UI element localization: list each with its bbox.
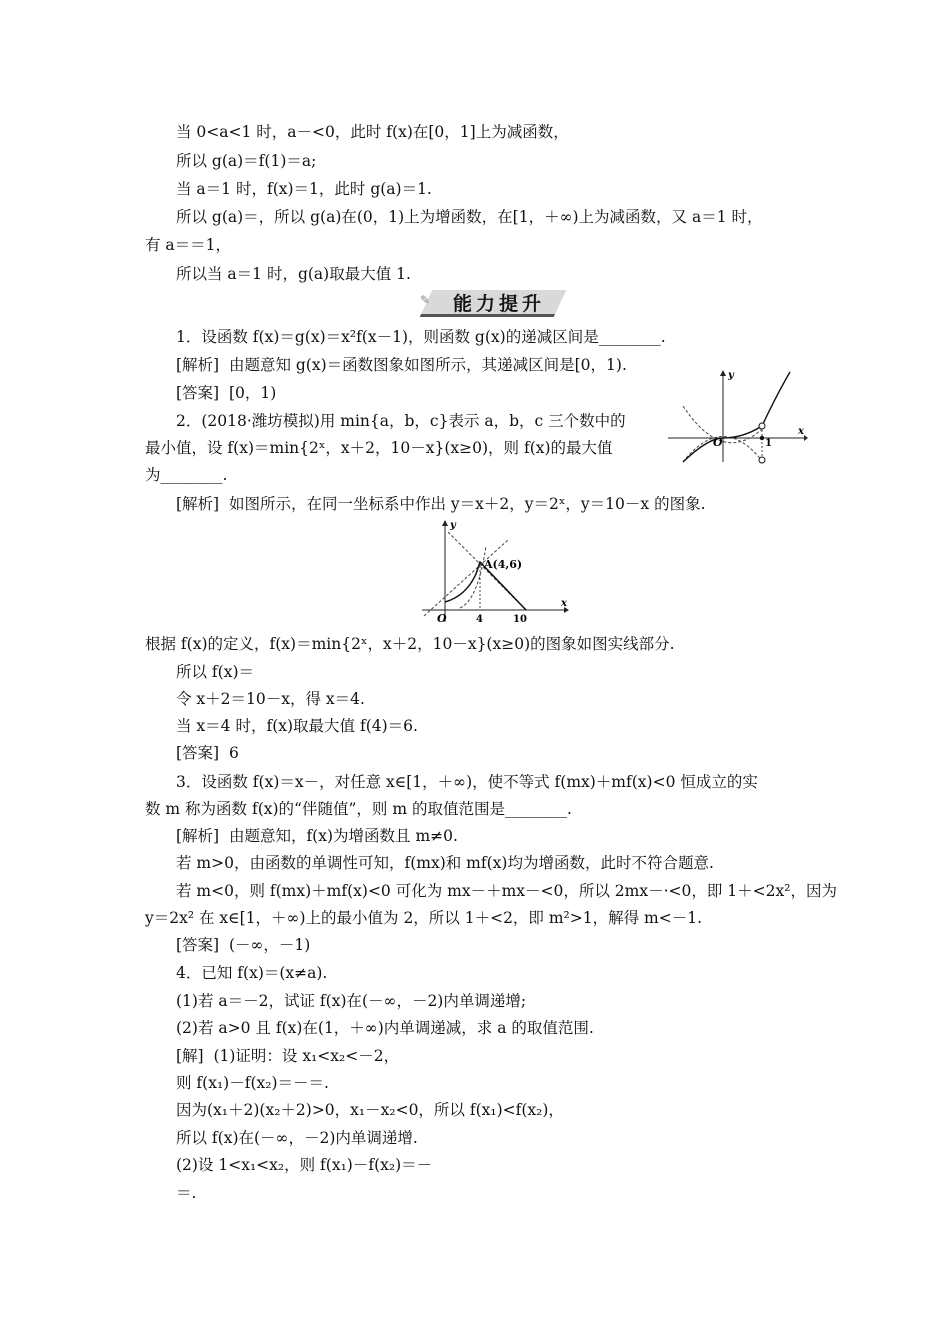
solution-line: (2)设 1<x₁<x₂，则 f(x₁)－f(x₂)＝－	[176, 1156, 433, 1174]
text-line: 所以当 a＝1 时，g(a)取最大值 1.	[176, 265, 411, 283]
problem-question: (2)若 a>0 且 f(x)在(1，＋∞)内单调递减，求 a 的取值范围.	[176, 1019, 594, 1037]
origin-label: O	[437, 612, 447, 625]
text-line: 若 m>0，由函数的单调性可知，f(mx)和 mf(x)均为增函数，此时不符合题意.	[176, 854, 714, 872]
text-line: 令 x＋2＝10－x，得 x＝4.	[176, 690, 365, 708]
problem-answer: [答案] 6	[176, 744, 239, 762]
problem-answer: [答案] [0，1)	[176, 384, 277, 402]
section-banner	[420, 287, 570, 317]
banner-decoration-icon: ✎	[420, 293, 431, 307]
figure-2-graph	[416, 518, 570, 626]
y-axis-label: y	[450, 520, 456, 531]
problem-question: (1)若 a＝－2，试证 f(x)在(－∞，－2)内单调递增;	[176, 992, 527, 1010]
solid-segment	[723, 426, 762, 438]
problem-question: 最小值，设 f(x)＝min{2ˣ，x＋2，10－x}(x≥0)，则 f(x)的最大值	[145, 439, 613, 457]
text-line: 所以 g(a)＝，所以 g(a)在(0，1)上为增函数，在[1，＋∞)上为减函数，又 a＝1 时，	[176, 208, 763, 226]
problem-answer: [答案] (－∞，－1)	[176, 936, 311, 954]
x-axis-label: x	[561, 598, 567, 609]
solution-line: 所以 f(x)在(－∞，－2)内单调递增.	[176, 1129, 418, 1147]
open-point-top	[759, 423, 765, 429]
figure-1-graph	[668, 366, 808, 466]
tick-label-10: 10	[513, 614, 527, 625]
dashed-exponential	[460, 546, 486, 608]
text-line: 有 a＝＝1，	[145, 236, 232, 254]
problem-question: 3．设函数 f(x)＝x－，对任意 x∈[1，＋∞)，使不等式 f(mx)＋mf(x)<0 恒成立的实	[176, 773, 758, 791]
solid-right-branch	[762, 372, 790, 426]
text-line: 根据 f(x)的定义，f(x)＝min{2ˣ，x＋2，10－x}(x≥0)的图象如图实线部分.	[145, 635, 675, 653]
text-line: 若 m<0，则 f(mx)＋mf(x)<0 可化为 mx－＋mx－<0，所以 2mx－·<0，即 1＋<2x²，因为	[176, 882, 837, 900]
point-a-label: A(4,6)	[484, 558, 523, 571]
text-line: 当 a＝1 时，f(x)＝1，此时 g(a)＝1.	[176, 180, 432, 198]
solution-line: ＝.	[176, 1184, 197, 1202]
closed-point	[760, 436, 764, 440]
y-axis-arrow	[442, 520, 448, 526]
text-line: 所以 f(x)＝	[176, 663, 254, 681]
problem-question: 数 m 称为函数 f(x)的“伴随值”，则 m 的取值范围是________.	[145, 800, 572, 818]
solution-line: [解] (1)证明：设 x₁<x₂<－2，	[176, 1047, 400, 1065]
solution-line: 因为(x₁＋2)(x₂＋2)>0，x₁－x₂<0，所以 f(x₁)<f(x₂)，	[176, 1101, 564, 1119]
x-axis-arrow	[804, 435, 808, 441]
problem-question: 为________.	[145, 466, 228, 484]
text-line: y＝2x² 在 x∈[1，＋∞)上的最小值为 2，所以 1＋<2，即 m²>1，解得 m<－1.	[145, 909, 703, 927]
text-line: 所以 g(a)＝f(1)＝a;	[176, 152, 317, 170]
y-axis-label: y	[728, 370, 734, 381]
problem-question: 4．已知 f(x)＝(x≠a).	[176, 964, 328, 982]
x-axis-label: x	[798, 426, 804, 437]
problem-analysis: [解析] 由题意知，f(x)为增函数且 m≠0.	[176, 827, 458, 845]
problem-question: 2．(2018·潍坊模拟)用 min{a，b，c}表示 a，b，c 三个数中的	[176, 412, 626, 430]
tick-label-1: 1	[765, 438, 772, 449]
tick-label-4: 4	[476, 614, 483, 625]
text-line: 当 x＝4 时，f(x)取最大值 f(4)＝6.	[176, 717, 418, 735]
text-line: 当 0<a<1 时，a－<0，此时 f(x)在[0，1]上为减函数，	[176, 123, 569, 141]
origin-label: O	[713, 436, 723, 449]
open-point-bottom	[759, 457, 765, 463]
y-axis-arrow	[720, 370, 726, 376]
problem-question: 1．设函数 f(x)＝g(x)＝x²f(x－1)，则函数 g(x)的递减区间是________.	[176, 328, 666, 346]
solution-line: 则 f(x₁)－f(x₂)＝－＝.	[176, 1074, 329, 1092]
section-title: 能力提升	[452, 293, 545, 315]
problem-analysis: [解析] 如图所示，在同一坐标系中作出 y＝x＋2，y＝2ˣ，y＝10－x 的图象.	[176, 495, 706, 513]
problem-analysis: [解析] 由题意知 g(x)＝函数图象如图所示，其递减区间是[0，1).	[176, 356, 627, 374]
